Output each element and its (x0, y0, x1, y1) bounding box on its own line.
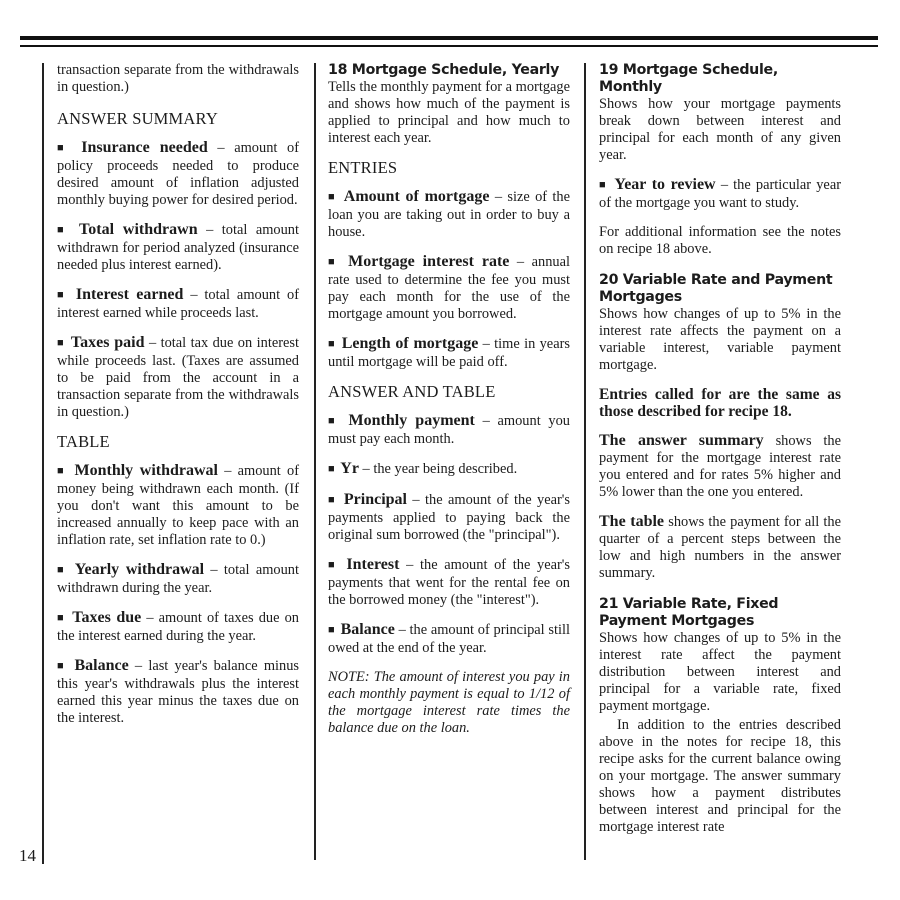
bullet-icon: ■ (57, 289, 67, 301)
definition-term: Total withdrawn (79, 221, 198, 238)
bullet-icon: ■ (57, 465, 67, 477)
definition-item (328, 335, 570, 371)
definition-term: Length of mortgage (341, 335, 479, 352)
answer-summary-term: The answer summary (599, 432, 764, 449)
definition-term: Interest (346, 556, 400, 573)
page-number: 14 (19, 846, 36, 865)
definition-item (328, 412, 570, 448)
definition-item (328, 188, 570, 241)
column-1 (57, 62, 299, 739)
bullet-icon: ■ (328, 191, 337, 203)
column-divider-left (42, 63, 44, 864)
bullet-icon: ■ (57, 337, 65, 349)
top-rule-thin (20, 45, 878, 47)
definition-text: – the amount of the year's payments that went for the rental fee on the borrowed money (the "interest"). (328, 557, 570, 608)
definition-item (57, 139, 299, 209)
definition-text: – total amount withdrawn during the year. (57, 562, 299, 596)
definition-term: Principal (343, 491, 407, 508)
definition-text: – size of the loan you are taking out in order to buy a house. (328, 189, 571, 240)
definition-item (57, 561, 299, 597)
definition-term: Amount of mortgage (343, 188, 490, 205)
definition-item (57, 334, 299, 421)
definition-text: – amount of taxes due on the interest earned during the year. (57, 610, 299, 644)
definition-text: – total amount of interest earned while proceeds last. (57, 287, 300, 321)
definition-term: Monthly withdrawal (74, 462, 218, 479)
bullet-icon: ■ (328, 624, 335, 636)
recipe-19-title: 19 Mortgage Schedule, Monthly (599, 62, 778, 95)
definition-text: – the amount of the year's payments applied to paying back the original sum borrowed (the "principal"). (328, 492, 570, 543)
recipe-21-intro: Shows how changes of up to 5% in the interest rate affect the payment distribution between interest and principal for a variable rate, fixed payment mortgage. (599, 630, 841, 714)
definition-term: Insurance needed (81, 139, 208, 156)
bullet-icon: ■ (57, 564, 67, 576)
table-term: The table (599, 513, 665, 530)
recipe-21-title: 21 Variable Rate, Fixed Payment Mortgages (599, 596, 779, 629)
definition-text: – total amount withdrawn for period analyzed (insurance needed plus interest earned). (57, 222, 300, 273)
bullet-icon: ■ (328, 494, 337, 506)
top-rule-thick (20, 36, 878, 40)
recipe-19-intro: Shows how your mortgage payments break down between interest and principal for each month of any given year. (599, 96, 841, 163)
bullet-icon: ■ (328, 559, 338, 571)
definition-item (57, 609, 299, 645)
definition-text: – amount you must pay each month. (328, 413, 570, 447)
definition-item (57, 462, 299, 549)
definition-text: – total tax due on interest while proceeds last. (Taxes are assumed to be paid from the account in a transaction separate from the withdrawals in question.) (57, 335, 299, 420)
definition-term: Balance (340, 621, 395, 638)
definition-term: Year to review (614, 176, 716, 193)
definition-term: Balance (74, 657, 129, 674)
definition-item (57, 286, 299, 322)
definition-text: – amount of policy proceeds needed to produce desired amount of inflation adjusted monthly buying power for desired period. (57, 140, 299, 208)
recipe-20-table (599, 513, 841, 582)
column-divider-middle (314, 63, 316, 860)
definition-text: – amount of money being withdrawn each month. (If you don't want this amount to be increased annually to keep pace with an inflation rate, set inflation rate to 0.) (57, 463, 299, 548)
bullet-icon: ■ (57, 142, 70, 154)
definition-term: Mortgage interest rate (348, 253, 510, 270)
definition-text: – time in years until mortgage will be paid off. (328, 336, 570, 370)
column-divider-right (584, 63, 586, 860)
definition-item (328, 253, 570, 323)
definition-item (328, 491, 570, 544)
definition-item (57, 657, 299, 727)
recipe-18-intro: Tells the monthly payment for a mortgage and shows how much of the payment is applied to principal and how much to interest each year. (328, 79, 570, 146)
answer-summary-heading: ANSWER SUMMARY (57, 109, 218, 128)
definition-text: – the amount of principal still owed at the end of the year. (328, 622, 570, 656)
entries-heading: ENTRIES (328, 158, 398, 177)
recipe-20-title: 20 Variable Rate and Payment Mortgages (599, 272, 833, 305)
recipe-19-additional: For additional information see the notes on recipe 18 above. (599, 224, 841, 257)
recipe-18-title: 18 Mortgage Schedule, Yearly (328, 62, 560, 78)
recipe-20-intro: Shows how changes of up to 5% in the interest rate affects the payment on a variable interest, variable payment mortgage. (599, 306, 841, 373)
definition-term: Yr (340, 460, 359, 477)
definition-item (328, 621, 570, 657)
bullet-icon: ■ (328, 256, 339, 268)
definition-text: – last year's balance minus this year's withdrawals plus the interest earned this year minus the taxes due on the interest. (57, 658, 299, 726)
definition-term: Taxes paid (70, 334, 145, 351)
bullet-icon: ■ (328, 338, 336, 350)
continued-paragraph: transaction separate from the withdrawals in question.) (57, 62, 299, 95)
definition-term: Yearly withdrawal (74, 561, 205, 578)
recipe-20-entries: Entries called for are the same as those described for recipe 18. (599, 386, 841, 420)
answer-summary-text: shows the payment for the mortgage interest rate you entered and for rates 5% higher and 5% lower than the one you entered. (599, 433, 841, 500)
definition-term: Taxes due (72, 609, 142, 626)
definition-text: – annual rate used to determine the fee you must pay each month for the use of the mortgage amount you borrowed. (328, 254, 570, 322)
bullet-icon: ■ (57, 660, 67, 672)
definition-item (57, 221, 299, 274)
table-heading: TABLE (57, 432, 110, 451)
definition-item (328, 460, 570, 479)
definition-item (328, 556, 570, 609)
recipe-21-additional: In addition to the entries described above in the notes for recipe 18, this recipe asks for the current balance owing on your mortgage. The answer summary shows how a payment distributes between interest and principal for the mortgage interest rate (599, 717, 841, 835)
column-3 (599, 62, 841, 848)
bullet-icon: ■ (57, 224, 69, 236)
bullet-icon: ■ (328, 415, 339, 427)
bullet-icon: ■ (599, 179, 608, 191)
recipe-20-answer-summary (599, 432, 841, 501)
column-2 (328, 62, 570, 749)
definition-term: Monthly payment (348, 412, 475, 429)
bullet-icon: ■ (328, 463, 335, 475)
definition-term: Interest earned (75, 286, 184, 303)
table-text: shows the payment for all the quarter of a percent steps between the low and high numbers in the answer summary. (599, 514, 841, 581)
bullet-icon: ■ (57, 612, 66, 624)
definition-text: – the particular year of the mortgage you want to study. (599, 177, 842, 211)
note-paragraph: NOTE: The amount of interest you pay in each monthly payment is equal to 1/12 of the mortgage interest rate times the balance due on the loan. (328, 669, 570, 736)
definition-item (599, 176, 841, 212)
answer-and-table-heading: ANSWER AND TABLE (328, 382, 496, 401)
definition-text: – the year being described. (362, 461, 518, 477)
